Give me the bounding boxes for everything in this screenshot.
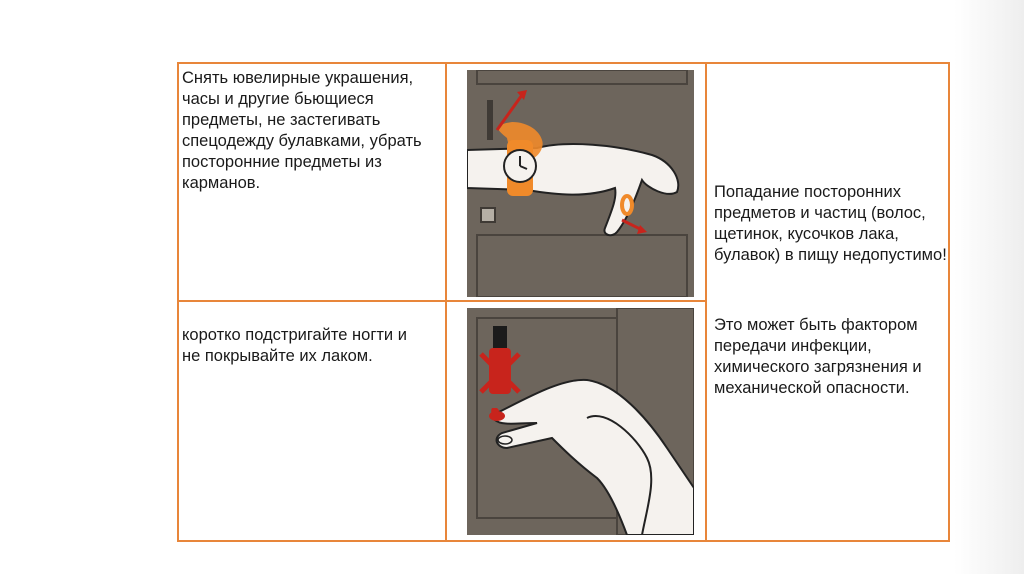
- hazard-explanation-text: Это может быть фактором передачи инфекции, химического загрязнения и механической опасности.: [714, 316, 922, 397]
- hand-nail-polish-illustration: [467, 308, 694, 535]
- table-border-left: [177, 62, 179, 542]
- foreign-objects-warning-text: Попадание посторонних предметов и частиц (волос, щетинок, кусочков лака, булавок) в пищу недопустимо!: [714, 183, 947, 264]
- table-border-top: [177, 62, 950, 64]
- table-border-right: [948, 62, 950, 542]
- table-border-middle: [177, 300, 707, 302]
- page-edge-shade: [954, 0, 1024, 574]
- rule-short-nails-text: коротко подстригайте ногти и не покрывайте их лаком.: [182, 326, 407, 365]
- safety-rules-table: [177, 62, 950, 542]
- rule-remove-jewelry-text: Снять ювелирные украшения, часы и другие бьющиеся предметы, не застегивать спецодежду булавками, убрать посторонние предметы из карманов.: [182, 69, 422, 192]
- hand-watch-illustration: [467, 70, 694, 297]
- table-border-col2: [705, 62, 707, 542]
- table-border-bottom: [177, 540, 950, 542]
- table-border-col1: [445, 62, 447, 542]
